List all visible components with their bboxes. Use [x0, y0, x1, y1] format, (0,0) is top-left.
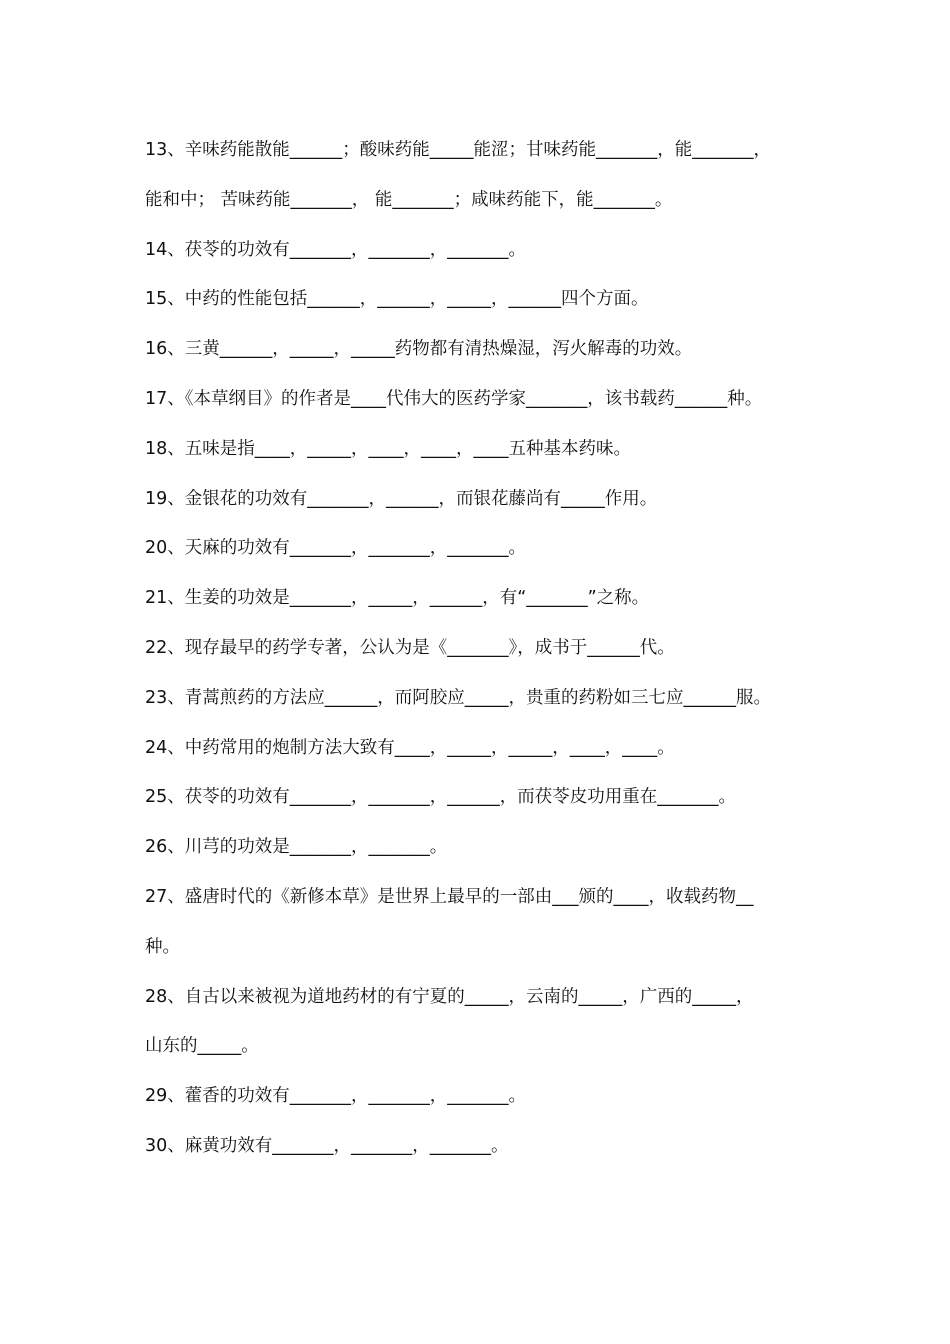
question-22: 22、现存最早的药学专著，公认为是《_______》，成书于______代。: [145, 637, 675, 658]
question-19: 19、金银花的功效有_______，______，而银花藤尚有_____作用。: [145, 488, 658, 509]
question-17: 17、《本草纲目》的作者是____代伟大的医药学家_______，该书载药______种。: [145, 388, 763, 409]
question-16: 16、三黄______，_____，_____药物都有清热燥湿，泻火解毒的功效。: [145, 339, 693, 360]
question-24: 24、中药常用的炮制方法大致有____，_____，_____，____，____。: [145, 737, 675, 758]
question-23: 23、青蒿煎药的方法应______，而阿胶应_____，贵重的药粉如三七应______服。: [145, 687, 772, 708]
question-25: 25、茯苓的功效有_______，_______，______，而茯苓皮功用重在_______。: [145, 787, 737, 808]
question-15: 15、中药的性能包括______，______，_____，______四个方面。: [145, 289, 649, 310]
question-13-line-1: 13、辛味药能散能______；酸味药能_____能涩；甘味药能_______，能_______，: [145, 140, 772, 160]
question-28-line-2: 山东的_____。: [145, 1036, 259, 1057]
question-13-line-2: 能和中； 苦味药能_______， 能_______；咸味药能下，能_______。: [145, 189, 673, 210]
question-26: 26、川芎的功效是_______，_______。: [145, 837, 448, 858]
question-21: 21、生姜的功效是_______，_____，______，有“_______”之称。: [145, 588, 650, 609]
question-30: 30、麻黄功效有_______，_______，_______。: [145, 1135, 509, 1156]
question-18: 18、五味是指____，_____，____，____，____五种基本药味。: [145, 438, 632, 459]
question-27-line-1: 27、盛唐时代的《新修本草》是世界上最早的一部由___颁的____，收载药物__: [145, 886, 754, 907]
question-28-line-1: 28、自古以来被视为道地药材的有宁夏的_____，云南的_____，广西的_____，: [145, 986, 754, 1007]
question-list: [145, 135, 815, 1181]
question-14: 14、茯苓的功效有_______，_______，_______。: [145, 239, 527, 260]
question-29: 29、藿香的功效有_______，_______，_______。: [145, 1086, 527, 1107]
question-27-line-2: 种。: [145, 936, 180, 957]
question-20: 20、天麻的功效有_______，_______，_______。: [145, 538, 527, 559]
